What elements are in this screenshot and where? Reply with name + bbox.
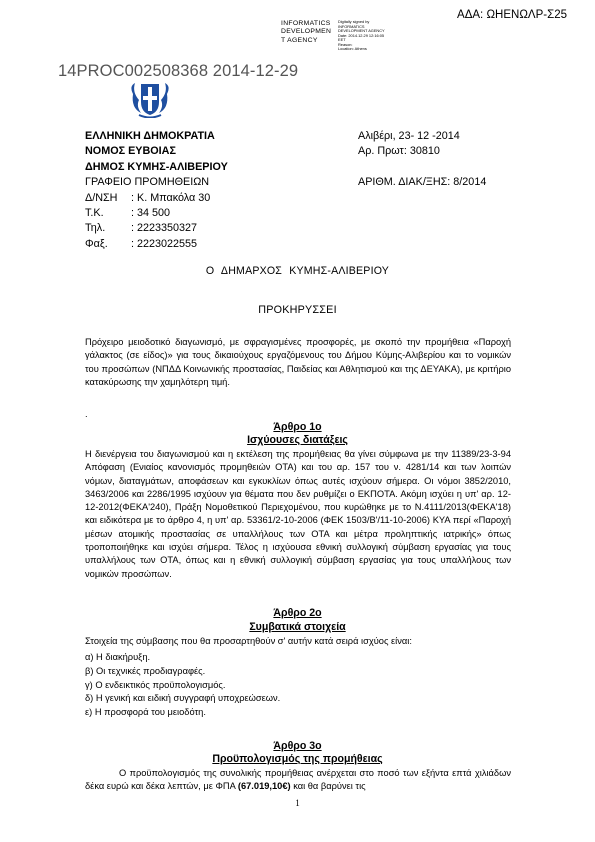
protocol-number: Αρ. Πρωτ: 30810 bbox=[358, 145, 440, 158]
article-2-list bbox=[85, 651, 280, 720]
address-row bbox=[85, 221, 228, 236]
address-value: : 2223350327 bbox=[131, 222, 198, 235]
article-2-subtitle: Συμβατικά στοιχεία bbox=[249, 621, 346, 633]
budget-amount: (67.019,10€) bbox=[237, 781, 291, 792]
signature-detail-line: Reason: bbox=[338, 41, 353, 47]
signature-detail-line: Digitally signed by bbox=[338, 19, 370, 24]
signature-detail-line: INFORMATICS bbox=[338, 23, 365, 29]
budget-text-end: και θα βαρύνει τις bbox=[293, 781, 366, 792]
document-id: 14PROC002508368 2014-12-29 bbox=[58, 62, 299, 80]
signature-detail-line: Location: Athens bbox=[338, 46, 367, 51]
address-key: Τηλ. bbox=[85, 222, 106, 235]
address-key: Φαξ. bbox=[85, 237, 108, 250]
address-key: Δ/ΝΣΗ bbox=[85, 191, 118, 204]
prefecture-line: ΝΟΜΟΣ ΕΥΒΟΙΑΣ bbox=[85, 145, 176, 158]
greek-coat-of-arms-icon bbox=[127, 80, 173, 118]
article-3-subtitle: Προϋπολογισμός της προμήθειας bbox=[212, 753, 383, 765]
article-1-text: Η διενέργεια του διαγωνισμού και η εκτέλεση της προμήθειας θα γίνει σύμφωνα με την 11389/23-3-94 Απόφαση (Ενιαίος κανονισμός προμηθειών ΟΤΑ) και του αρ. 157 του ν. 4281/14 και των λοιπών νόμων, διαταγμάτων, αποφάσεων και εγκυκλίων όπως αυτές ισχύουν σήμερα. Οι νόμοι 3852/2010, 3463/2006 και 2286/1995 ισχύουν για θέματα που δεν ρυθμίζει ο ΕΚΠΟΤΑ. Ακόμη ισχύει η υπ' αρ. 12-12-2012(ΦΕΚΑ'240), Πράξη Νομοθετικού Περιεχομένου, που κυρώθηκε με το Ν.4111/2013(ΦΕΚΑ'18) και ειδικότερα με το άρθρο 4, η υπ' αρ. 53361/2-10-2006 (ΦΕΚ 1503/Β'/11-10-2006) ΚΥΑ περί «Παροχή μέσων ατομικής προστασίας σε υπαλλήλους των ΟΤΑ και μέτρα προληπτικής ιατρικής» όπως τροποποιήθηκε και ισχύει σήμερα. Τέλος η ισχύουσα εθνική συλλογική σύμβαση εργασίας για τους υπαλλήλους των ΟΤΑ, όπως και η εθνική συλλογική σύμβαση εργασίας για τους υπαλλήλους των νομικών προσώπων. bbox=[85, 449, 511, 579]
stray-dot: . bbox=[85, 409, 88, 419]
address-key: Τ.Κ. bbox=[85, 207, 104, 220]
letterhead bbox=[85, 129, 228, 252]
article-2-title: Άρθρο 2ο bbox=[273, 607, 322, 619]
signature-detail-line: Date: 2014.12.29 12:16:05 bbox=[338, 32, 385, 38]
mayor-heading: Ο ΔΗΜΑΡΧΟΣ ΚΥΜΗΣ-ΑΛΙΒΕΡΙΟΥ bbox=[205, 265, 390, 277]
list-item: α) Η διακήρυξη. bbox=[85, 652, 151, 662]
letterhead-right bbox=[358, 129, 486, 191]
spacer bbox=[358, 160, 486, 175]
article-2-intro: Στοιχεία της σύμβασης που θα προσαρτηθούν σ' αυτήν κατά σειρά ισχύος είναι: bbox=[85, 636, 412, 646]
signature-org-line: DEVELOPMEN bbox=[281, 28, 332, 36]
signature-org-line: T AGENCY bbox=[281, 36, 318, 44]
article-3-text bbox=[85, 767, 511, 794]
address-value: : Κ. Μπακόλα 30 bbox=[131, 191, 211, 204]
address-row bbox=[85, 191, 228, 206]
list-item: δ) Η γενική και ειδική συγγραφή υποχρεώσεων. bbox=[85, 693, 281, 704]
signature-organization bbox=[281, 20, 331, 45]
department-line: ΓΡΑΦΕΙΟ ΠΡΟΜΗΘΕΙΩΝ bbox=[85, 176, 210, 189]
proclaims-heading: ΠΡΟΚΗΡΥΣΣΕΙ bbox=[258, 304, 337, 316]
tender-number: ΑΡΙΘΜ. ΔΙΑΚ/ΞΗΣ: 8/2014 bbox=[358, 176, 487, 189]
signature-org-line: INFORMATICS bbox=[281, 20, 331, 27]
address-row bbox=[85, 206, 228, 221]
ada-code: ΑΔΑ: ΩΗΕΝΩΛΡ-Σ25 bbox=[457, 9, 567, 21]
republic-line: ΕΛΛΗΝΙΚΗ ΔΗΜΟΚΡΑΤΙΑ bbox=[85, 130, 215, 142]
address-value: : 34 500 bbox=[131, 207, 171, 220]
signature-details bbox=[338, 20, 385, 52]
signature-detail-line: DEVELOPMENT AGENCY bbox=[338, 28, 385, 33]
article-1-subtitle: Ισχύουσες διατάξεις bbox=[247, 434, 348, 446]
list-item: γ) Ο ενδεικτικός προϋπολογισμός. bbox=[85, 679, 226, 690]
municipality-line: ΔΗΜΟΣ ΚΥΜΗΣ-ΑΛΙΒΕΡΙΟΥ bbox=[85, 160, 228, 173]
list-item: ε) Η προσφορά του μειοδότη. bbox=[85, 707, 206, 718]
address-row bbox=[85, 237, 228, 252]
intro-paragraph: Πρόχειρο μειοδοτικό διαγωνισμό, με σφραγισμένες προσφορές, με σκοπό την προμήθεια «Παροχή γάλακτος (σε είδος)» για τους δικαιούχους εργαζόμενους του Δήμου Κύμης-Αλιβερίου και το νομικών του προσώπων (ΝΠΔΔ Κοινωνικής προστασίας, Παιδείας και Αθλητισμού και της ΔΕΥΑΚΑ), με κριτήριο κατακύρωσης την χαμηλότερη τιμή. bbox=[85, 337, 511, 387]
article-3-title: Άρθρο 3ο bbox=[273, 740, 322, 752]
address-value: : 2223022555 bbox=[131, 237, 198, 250]
signature-detail-line: EET bbox=[338, 37, 346, 42]
document-date: Αλιβέρι, 23- 12 -2014 bbox=[358, 130, 460, 142]
budget-text: Ο προϋπολογισμός της συνολικής προμήθειας ανέρχεται στο ποσό των εξήντα επτά χιλιάδων δέκα ευρώ και δέκα λεπτών, με ΦΠΑ bbox=[85, 768, 511, 792]
list-item: β) Οι τεχνικές προδιαγραφές. bbox=[85, 665, 206, 676]
page-number: 1 bbox=[295, 798, 300, 808]
article-1-title: Άρθρο 1ο bbox=[273, 421, 322, 433]
